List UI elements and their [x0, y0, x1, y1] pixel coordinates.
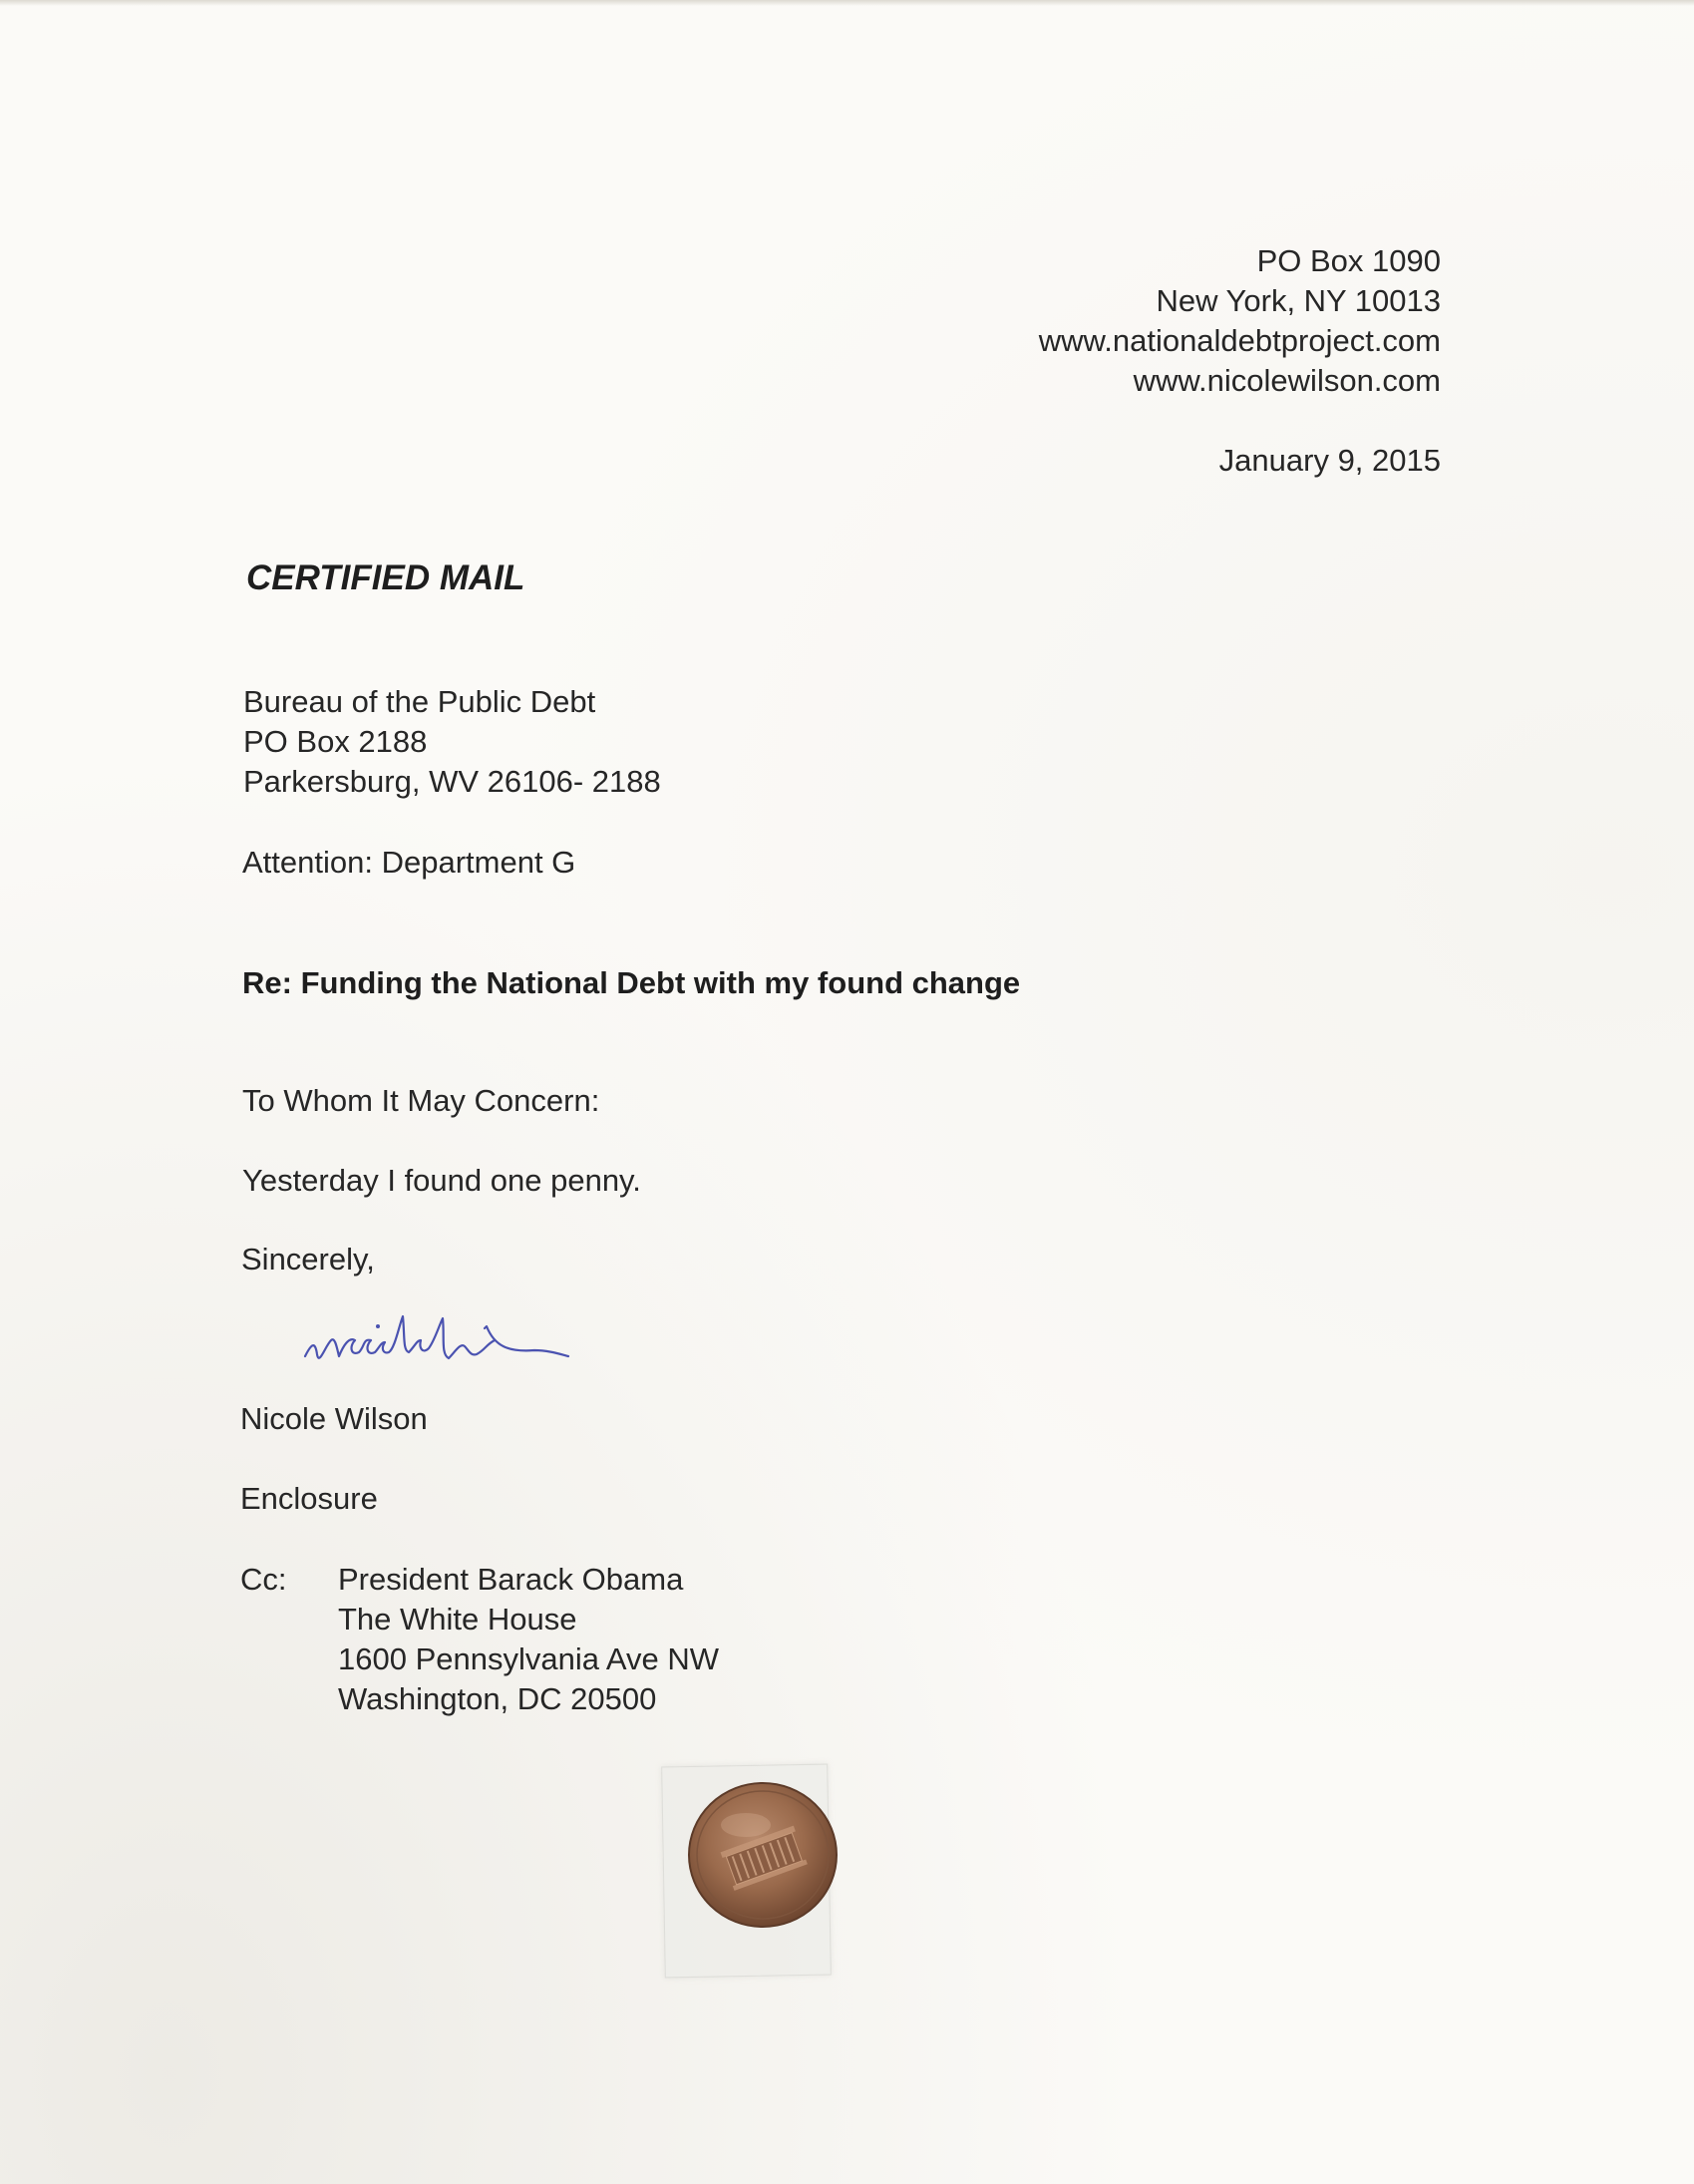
enclosure-note: Enclosure: [240, 1481, 378, 1516]
sender-website: www.nicolewilson.com: [1133, 363, 1441, 398]
scan-edge-shadow: [0, 0, 1694, 6]
sender-website: www.nationaldebtproject.com: [1038, 323, 1441, 358]
sender-line: New York, NY 10013: [1156, 283, 1441, 318]
cc-label: Cc:: [240, 1562, 287, 1597]
cc-line: President Barack Obama: [338, 1562, 684, 1597]
closing: Sincerely,: [241, 1242, 375, 1276]
cc-line: Washington, DC 20500: [338, 1681, 657, 1716]
handwritten-signature: [299, 1296, 648, 1376]
recipient-line: PO Box 2188: [243, 724, 428, 759]
sender-address: [1039, 241, 1441, 401]
recipient-line: Bureau of the Public Debt: [243, 684, 596, 719]
attention-line: Attention: Department G: [242, 845, 576, 880]
penny-coin-image: [686, 1780, 841, 1930]
cc-recipient: [338, 1560, 719, 1719]
cc-line: 1600 Pennsylvania Ave NW: [338, 1641, 719, 1676]
subject-line: Re: Funding the National Debt with my found change: [242, 965, 1021, 1000]
salutation: To Whom It May Concern:: [242, 1083, 600, 1118]
certified-mail-heading: CERTIFIED MAIL: [246, 558, 525, 597]
letter-body: Yesterday I found one penny.: [242, 1163, 641, 1198]
cc-line: The White House: [338, 1602, 577, 1637]
signer-name: Nicole Wilson: [240, 1401, 428, 1436]
letter-date: January 9, 2015: [1218, 443, 1441, 478]
recipient-line: Parkersburg, WV 26106- 2188: [243, 764, 661, 799]
recipient-address: [243, 682, 661, 802]
sender-line: PO Box 1090: [1256, 243, 1441, 278]
